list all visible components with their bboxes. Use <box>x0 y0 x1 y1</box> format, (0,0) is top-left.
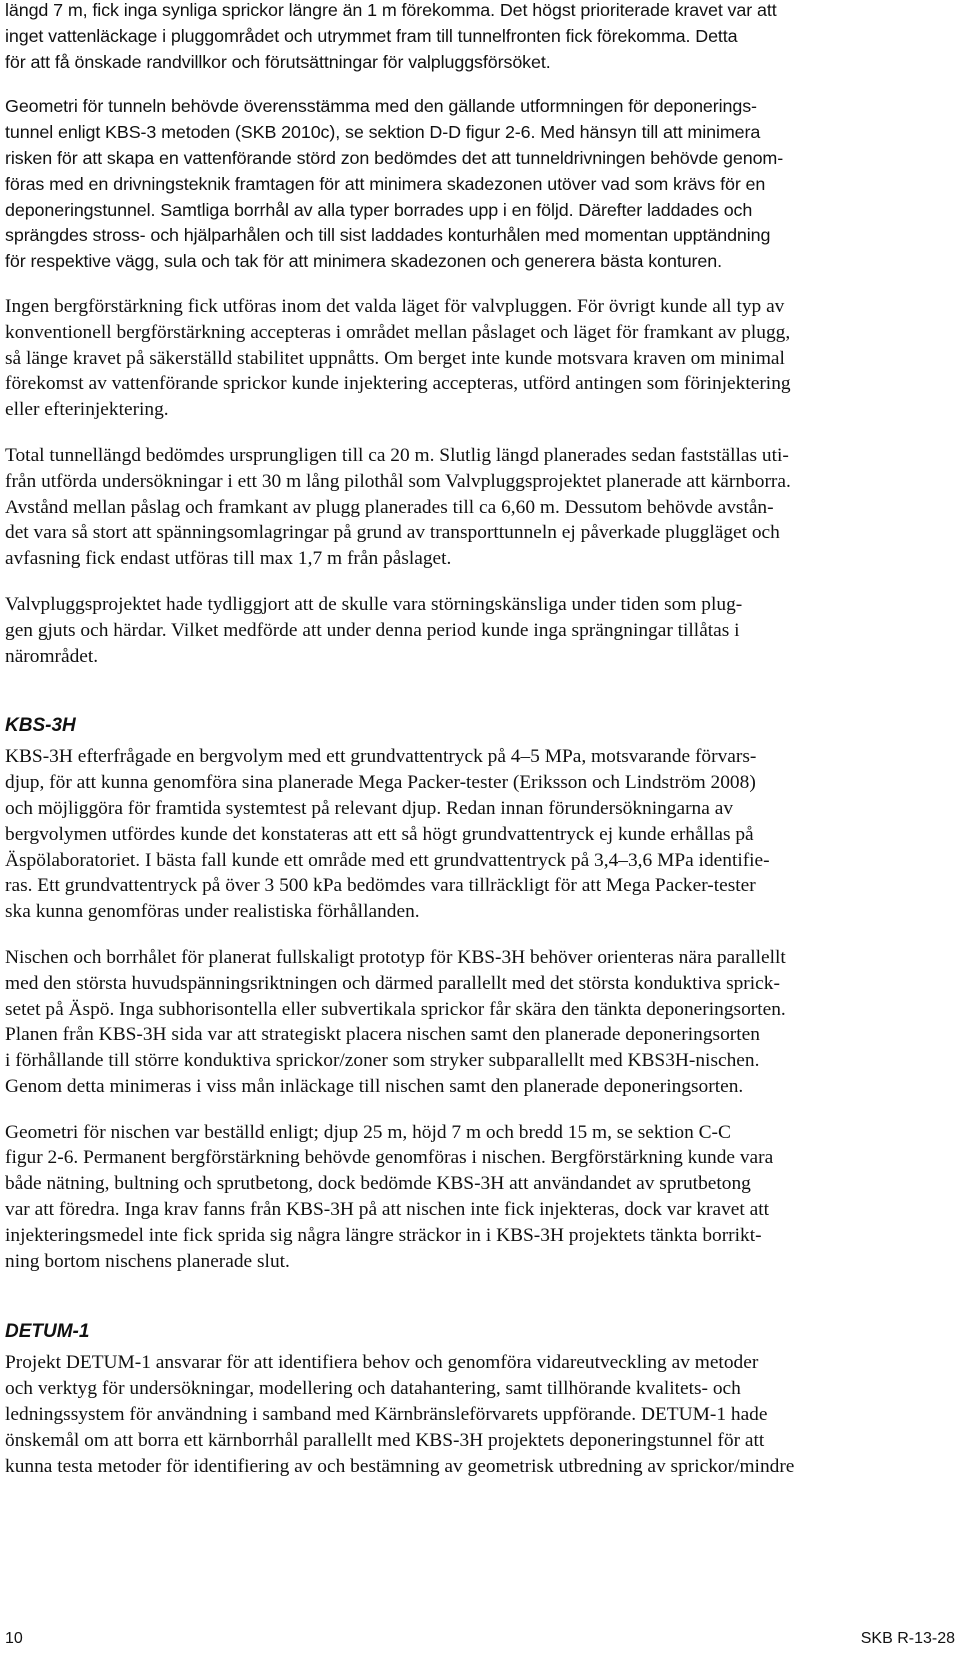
paragraph-kbs3h-niche-geometry: Geometri för nischen var beställd enligt; djup 25 m, höjd 7 m och bredd 15 m, se sektion C-C figur 2-6. Permanent bergförstärkning behövde genomföras i nischen. Bergförstärkning kunde vara både nätning, bultning och sprutbetong, dock bedömde KBS-3H att användandet av sprutbetong var att föredra. Inga krav fanns från KBS-3H på att nischen inte fick injekteras, dock var kravet att injekteringsmedel inte fick sprida sig några längre sträckor in i KBS-3H projektets tänkta borrikt- ning bortom nischens planerade slut. <box>5 1121 774 1272</box>
document-page <box>5 0 950 1479</box>
section-heading-kbs3h: KBS-3H <box>5 715 76 737</box>
paragraph-kbs3h-rock-volume: KBS-3H efterfrågade en bergvolym med ett grundvattentryck på 4–5 MPa, motsvarande förvars- djup, för att kunna genomföra sina planerade Mega Packer-tester (Eriksson och Lindström 2008) och möjliggöra för framtida systemtest på relevant djup. Redan innan förundersökningarna av bergvolymen utfördes kunde det konstateras att ett så högt grundvattentryck ej kunde erhållas på Äspölaboratoriet. I bästa fall kunde ett område med ett grundvattentryck på 3,4–3,6 MPa identifie- ras. Ett grundvattentryck på över 3 500 kPa bedömdes vara tillräckligt för att Mega Packer-tester ska kunna genomföras under realistiska förhållanden. <box>5 746 770 923</box>
paragraph-detum1-project: Projekt DETUM-1 ansvarar för att identifiera behov och genomföra vidareutveckling av metoder och verktyg för undersökningar, modellering och datahantering, samt tillhörande kvalitets- och ledningssystem för användning i samband med Kärnbränsleförvarets uppförande. DETUM-1 hade önskemål om att borra ett kärnborrhål parallellt med KBS-3H projektets deponeringstunnel för att kunna testa metoder för identifiering av och bestämning av geometrisk utbredning av sprickor/mindre <box>5 1352 795 1477</box>
paragraph-tunnel-length: Total tunnellängd bedömdes ursprungligen till ca 20 m. Slutlig längd planerades sedan fastställas uti- från utförda undersökningar i ett 30 m lång pilothål som Valvpluggsprojektet planerade att kärnborra. Avstånd mellan påslag och framkant av plugg planerades till ca 6,60 m. Dessutom behövde avstån- det vara så stort att spänningsomlagringar på grund av transporttunneln ej påverkade pluggläget och avfasning fick endast utföras till max 1,7 m från påslaget. <box>5 444 791 570</box>
paragraph-blasting-restriction: Valvpluggsprojektet hade tydliggjort att de skulle vara störningskänsliga under tiden som plug- gen gjuts och härdar. Vilket medförde att under denna period kunde inga sprängningar tillåtas i närområdet. <box>5 593 743 667</box>
paragraph-tunnel-geometry: Geometri för tunneln behövde överensstämma med den gällande utformningen för deponerings- tunnel enligt KBS-3 metoden (SKB 2010c), se sektion D-D figur 2-6. Med hänsyn till att minimera risken för att skapa en vattenförande störd zon bedömdes det att tunneldrivningen behövde genom- föras med en drivningsteknik framtagen för att minimera skadezonen utöver vad som krävs för en deponeringstunnel. Samtliga borrhål av alla typer borrades upp i en följd. Därefter laddades och sprängdes stross- och hjälparhålen och till sist laddades konturhålen med momentan upptändning för respektive vägg, sula och tak för att minimera skadezonen och generera bästa konturen. <box>5 96 784 272</box>
paragraph-rock-reinforcement: Ingen bergförstärkning fick utföras inom det valda läget för valvpluggen. För övrigt kunde all typ av konventionell bergförstärkning accepteras i området mellan påslaget och läget för framkant av plugg, så länge kravet på säkerställd stabilitet uppnåtts. Om berget inte kunde motsvara kraven om minimal förekomst av vattenförande sprickor kunde injektering accepteras, utförd antingen som förinjektering eller efterinjektering. <box>5 295 791 421</box>
paragraph-plug-requirements: längd 7 m, fick inga synliga sprickor längre än 1 m förekomma. Det högst prioriterade kravet var att inget vattenläckage i pluggområdet och utrymmet fram till tunnelfronten fick förekomma. Detta för att få önskade randvillkor och förutsättningar för valpluggsförsöket. <box>5 0 777 72</box>
section-heading-detum1: DETUM-1 <box>5 1321 90 1343</box>
page-number: 10 <box>5 1630 23 1647</box>
report-id: SKB R-13-28 <box>860 1630 955 1647</box>
paragraph-kbs3h-niche-orientation: Nischen och borrhålet för planerat fullskaligt prototyp för KBS-3H behöver orienteras nära parallellt med den största huvudspänningsriktningen och därmed parallellt med det största konduktiva sprick- setet på Äspö. Inga subhorisontella eller subvertikala sprickor får skära den tänkta deponeringsorten. Planen från KBS-3H sida var att strategiskt placera nischen samt den planerade deponeringsorten i förhållande till större konduktiva sprickor/zoner som stryker subparallellt med KBS3H-nischen. Genom detta minimeras i viss mån inläckage till nischen samt den planerade deponeringsorten. <box>5 946 786 1097</box>
